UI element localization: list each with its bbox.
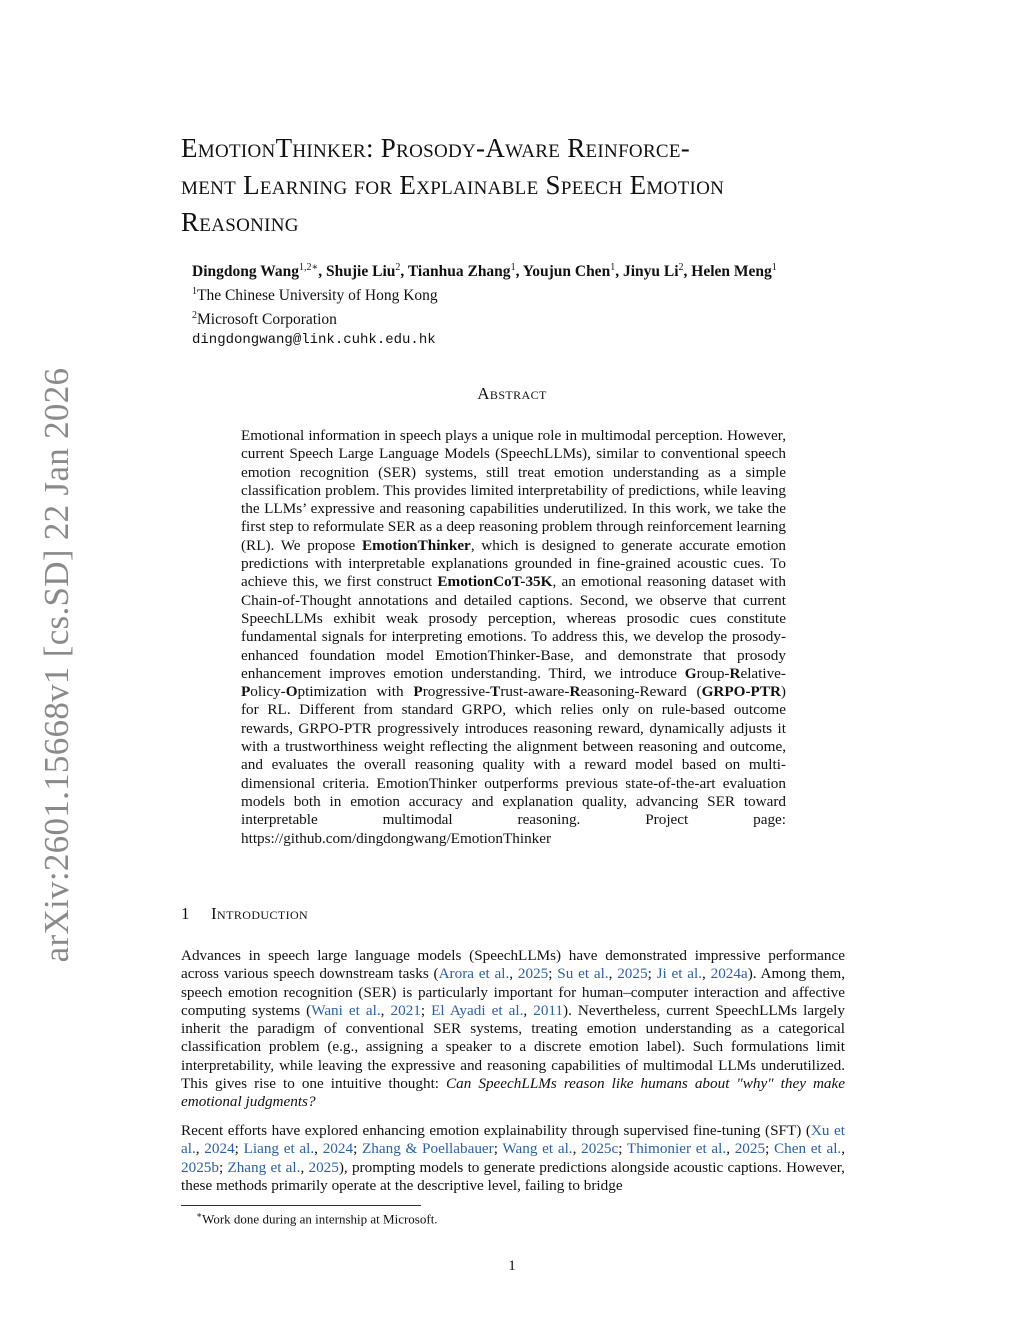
intro-paragraph-2: Recent efforts have explored enhancing emotion explainability through supervised fine-tuning (SFT) (Xu et al., 2024; Liang et al., 2024; Zhang & Poellabauer; Wang et al., 2025c; Thimonier et al., 2025; Chen et al., 2025b; Zhang et al., 2025), prompting models to generate predictions alongside acoustic captions. However, these methods primarily operate at the descriptive level, failing to bridge: [181, 1122, 846, 1194]
citation-link[interactable]: Wani et al.: [311, 1001, 381, 1019]
dataset-name-bold: EmotionCoT-35K: [437, 573, 553, 591]
author-name: Helen Meng: [691, 263, 772, 281]
citation-link[interactable]: Xu et al.: [181, 1122, 845, 1158]
citation-link[interactable]: 2025: [308, 1158, 339, 1176]
author-name: Tianhua Zhang: [407, 263, 511, 281]
research-question: Can SpeechLLMs reason like humans about "why" they make emotional judgments?: [181, 1075, 845, 1111]
citation-link[interactable]: Arora et al.: [438, 965, 510, 983]
citation-link[interactable]: Thimonier et al.: [626, 1140, 727, 1158]
author-name: Dingdong Wang: [192, 263, 299, 281]
citation-link[interactable]: Zhang et al.: [227, 1158, 301, 1176]
citation-link[interactable]: 2021: [390, 1001, 421, 1019]
footnote: ∗Work done during an internship at Microsoft.: [196, 1210, 438, 1227]
author-block: [192, 258, 852, 350]
citation-link[interactable]: Wang et al.: [502, 1140, 573, 1158]
citation-link[interactable]: Su et al.: [557, 965, 609, 983]
citation-link[interactable]: Chen et al.: [774, 1140, 842, 1158]
citation-link[interactable]: 2025c: [581, 1140, 619, 1158]
citation-link[interactable]: Zhang & Poellabauer: [362, 1140, 494, 1158]
method-name-bold: GRPO-PTR: [701, 683, 781, 701]
author-name: Youjun Chen: [522, 263, 611, 281]
affiliation-1: $^1$The Chinese University of Hong Kong: [192, 286, 438, 305]
citation-link[interactable]: El Ayadi et al.: [431, 1001, 524, 1019]
author-list: Dingdong Wang$^{1,2∗}$, Shujie Liu$^2$, Tianhua Zhang$^1$, Youjun Chen$^1$, Jinyu Li$^2$, Helen Meng$^1$: [192, 262, 777, 281]
page-number: 1: [508, 1258, 516, 1274]
section-heading-introduction: 1 Introduction: [181, 904, 309, 923]
author-name: Jinyu Li: [622, 263, 679, 281]
citation-link[interactable]: 2024: [204, 1140, 235, 1158]
title-line-2: ment Learning for Explainable Speech Emotion: [181, 170, 725, 200]
title-line-1: EmotionThinker: Prosody-Aware Reinforce-: [181, 133, 691, 163]
paper-title: [181, 130, 849, 241]
author-name: Shujie Liu: [326, 263, 396, 281]
footnote-divider: [181, 1205, 421, 1206]
affiliation-2: $^2$Microsoft Corporation: [192, 310, 337, 329]
author-email: dingdongwang@link.cuhk.edu.hk: [192, 332, 436, 349]
citation-link[interactable]: Ji et al.: [656, 965, 702, 983]
title-line-3: Reasoning: [181, 207, 299, 237]
citation-link[interactable]: 2024: [322, 1140, 354, 1158]
citation-link[interactable]: 2025: [617, 965, 648, 983]
citation-link[interactable]: 2025b: [181, 1158, 219, 1176]
citation-link[interactable]: Liang et al.: [243, 1140, 315, 1158]
abstract-body: Emotional information in speech plays a unique role in multimodal perception. However, current Speech Large Language Models (SpeechLLMs), similar to conventional speech emotion recognition (SER) systems, still treat emotion understanding as a simple classification problem. This provides limited interpretability of predictions, while leaving the LLMs’ expressive and reasoning capabilities underutilized. In this work, we take the first step to reformulate SER as a deep reasoning problem through reinforcement learning (RL). We propose EmotionThinker, which is designed to generate accurate emotion predictions with interpretable explanations grounded in fine-grained acoustic cues. To achieve this, we first construct EmotionCoT-35K, an emotional reasoning dataset with Chain-of-Thought annotations and detailed captions. Second, we observe that current SpeechLLMs exhibit weak prosody perception, whereas prosodic cues constitute fundamental signals for interpreting emotions. To address this, we develop the prosody-enhanced foundation model EmotionThinker-Base, and demonstrate that prosody enhancement improves emotion understanding. Third, we introduce Group-Relative-Policy-Optimization with Progressive-Trust-aware-Reasoning-Reward (GRPO-PTR) for RL. Different from standard GRPO, which relies only on rule-based outcome rewards, GRPO-PTR progressively introduces reasoning reward, dynamically adjusts it with a trustworthiness weight reflecting the alignment between reasoning and outcome, and evaluates the overall reasoning quality with a reward model based on multi-dimensional criteria. EmotionThinker outperforms previous state-of-the-art evaluation models both in emotion accuracy and explanation quality, advancing SER toward interpretable multimodal reasoning. Project page: https://github.com/dingdongwang/EmotionThinker: [241, 427, 786, 847]
citation-link[interactable]: 2025: [734, 1140, 766, 1158]
intro-paragraph-1: Advances in speech large language models (SpeechLLMs) have demonstrated impressive performance across various speech downstream tasks (Arora et al., 2025; Su et al., 2025; Ji et al., 2024a). Among them, speech emotion recognition (SER) is particularly important for human–computer interaction and affective computing systems (Wani et al., 2021; El Ayadi et al., 2011). Nevertheless, current SpeechLLMs largely inherit the paradigm of conventional SER systems, treating emotion understanding as a categorical classification problem (e.g., assigning a speaker to a discrete emotion label). Such formulations limit interpretability, while leaving the expressive and reasoning capabilities of multimodal LLMs underutilized. This gives rise to one intuitive thought: Can SpeechLLMs reason like humans about "why" they make emotional judgments?: [181, 947, 846, 1111]
citation-link[interactable]: 2024a: [710, 965, 748, 983]
arxiv-identifier-stamp: arXiv:2601.15668v1 [cs.SD] 22 Jan 2026: [37, 367, 76, 963]
abstract-heading: Abstract: [477, 384, 547, 403]
citation-link[interactable]: 2025: [517, 965, 549, 983]
citation-link[interactable]: 2011: [533, 1001, 564, 1019]
model-name-bold: EmotionThinker: [361, 536, 471, 554]
